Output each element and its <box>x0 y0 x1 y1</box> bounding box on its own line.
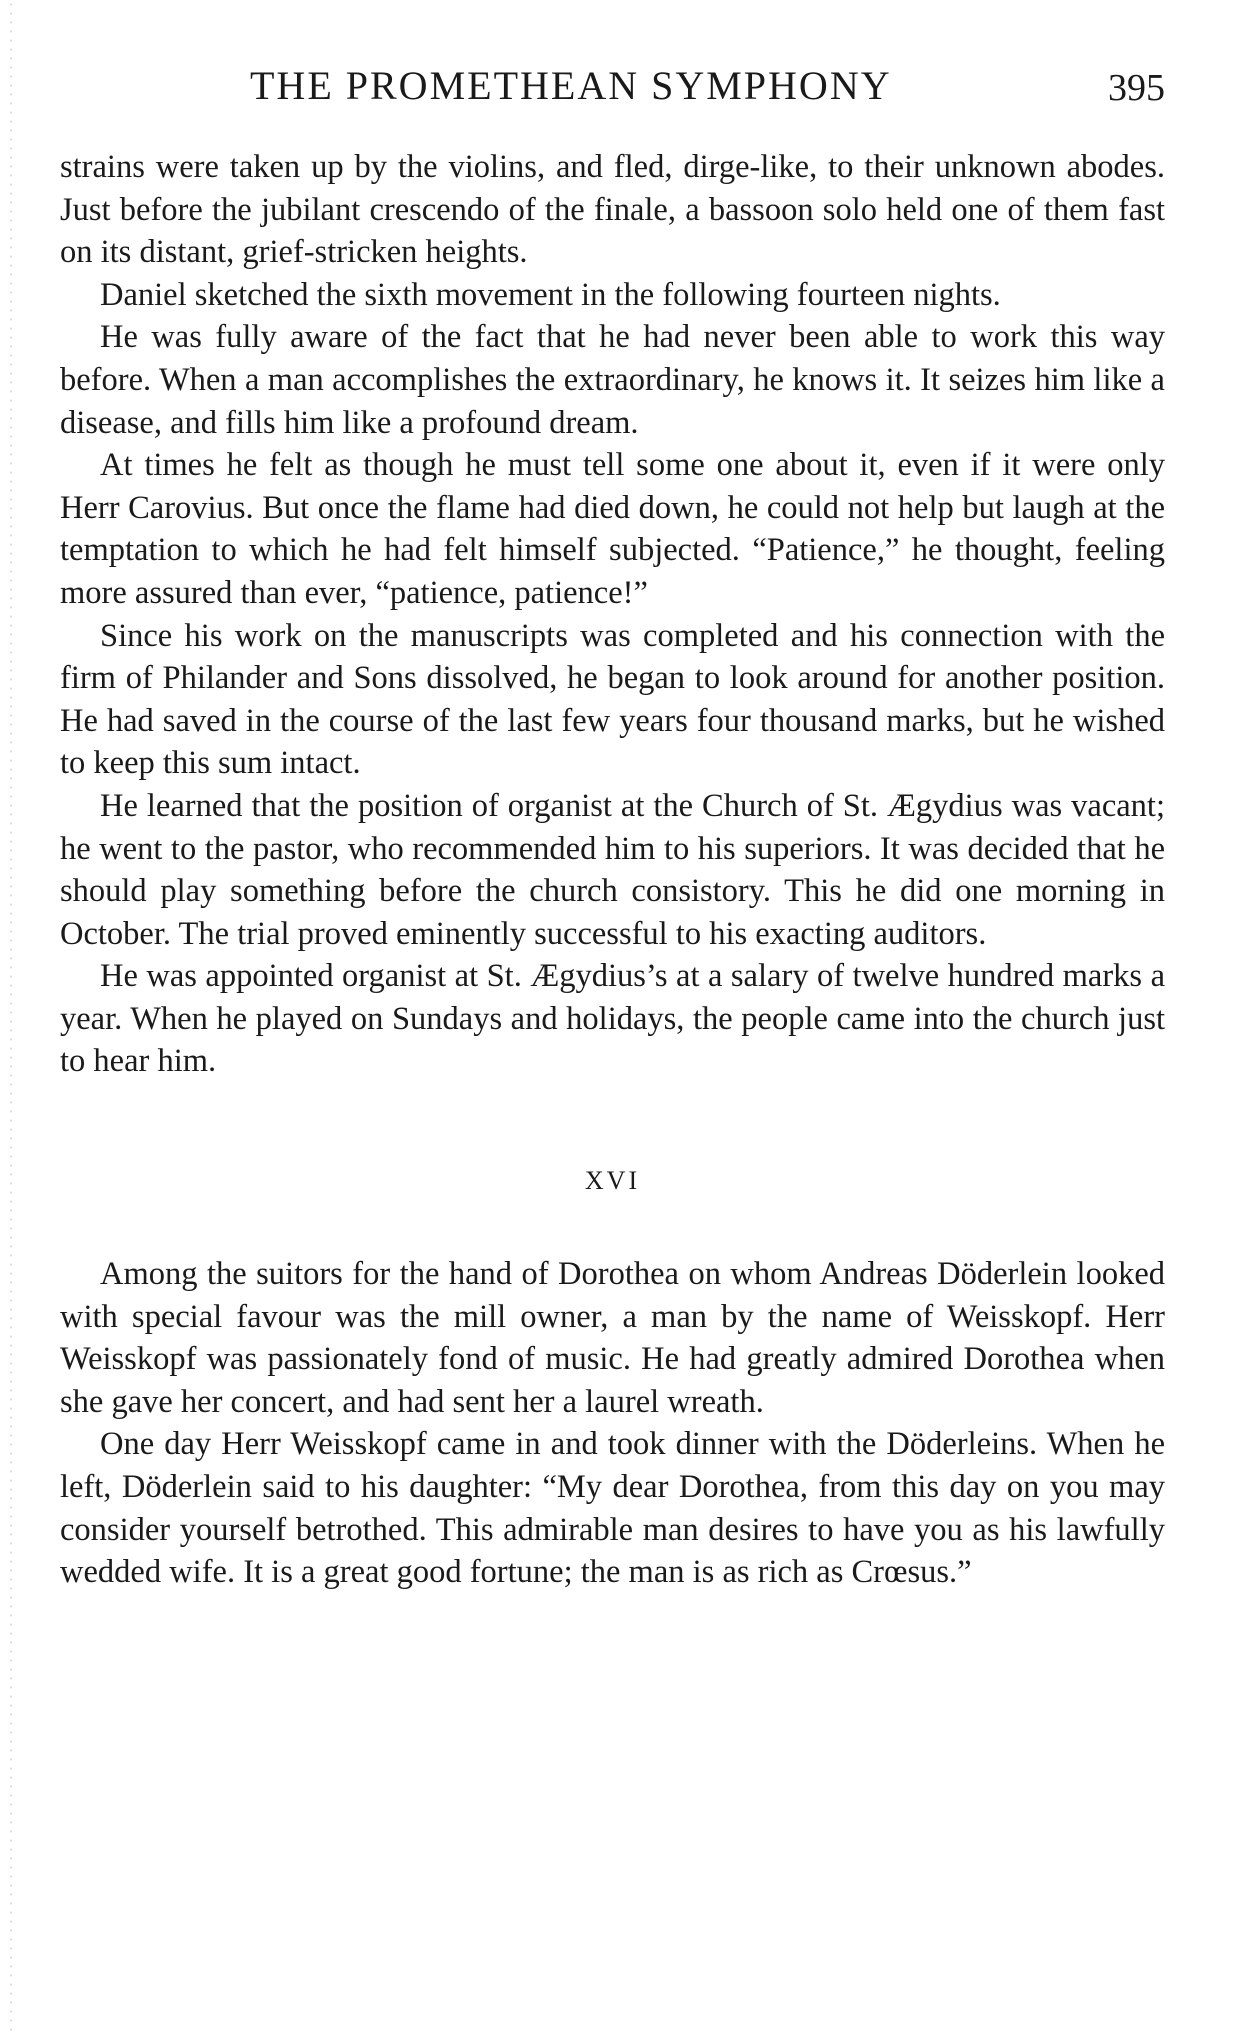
paragraph: He learned that the position of organist at the Church of St. Ægydius was vacant; he went to the pastor, who recommended him to his superiors. It was decided that he should play something before the church consistory. This he did one morning in October. The trial proved eminently successful to his exacting auditors. <box>60 787 1165 952</box>
paragraph: Daniel sketched the sixth movement in the following fourteen nights. <box>100 276 1001 313</box>
body-text <box>60 146 1165 1594</box>
paragraph: At times he felt as though he must tell some one about it, even if it were only Herr Carovius. But once the flame had died down, he could not help but laugh at the temptation to which he had felt himself subjected. “Patience,” he thought, feeling more assured than ever, “patience, patience!” <box>60 447 1165 611</box>
running-head <box>60 62 1165 122</box>
paragraph-continued: strains were taken up by the violins, and fled, dirge-like, to their unknown abodes. Just before the jubilant crescendo of the finale, a bassoon solo held one of them fast on its distant, grief-stricken heights. <box>60 149 1165 271</box>
paragraph: Since his work on the manuscripts was completed and his connection with the firm of Philander and Sons dissolved, he began to look around for another position. He had saved in the course of the last few years four thousand marks, but he wished to keep this sum intact. <box>60 617 1165 782</box>
running-title: THE PROMETHEAN SYMPHONY <box>250 63 892 108</box>
chapter-heading: XVI <box>584 1166 641 1196</box>
paragraph: He was fully aware of the fact that he had never been able to work this way before. When a man accomplishes the extraordinary, he knows it. It seizes him like a disease, and fills him like a profound dream. <box>60 319 1165 441</box>
page-number: 395 <box>1108 67 1165 109</box>
paragraph: He was appointed organist at St. Ægydius’s at a salary of twelve hundred marks a year. When he played on Sundays and holidays, the people came into the church just to hear him. <box>60 958 1165 1080</box>
page-edge-texture <box>8 0 14 2033</box>
paragraph: Among the suitors for the hand of Dorothea on whom Andreas Döderlein looked with special favour was the mill owner, a man by the name of Weisskopf. Herr Weisskopf was passionately fond of music. He had greatly admired Dorothea when she gave her concert, and had sent her a laurel wreath. <box>60 1256 1165 1420</box>
paragraph: One day Herr Weisskopf came in and took dinner with the Döderleins. When he left, Döderlein said to his daughter: “My dear Dorothea, from this day on you may consider yourself betrothed. This admirable man desires to have you as his lawfully wedded wife. It is a great good fortune; the man is as rich as Crœsus.” <box>60 1426 1165 1591</box>
